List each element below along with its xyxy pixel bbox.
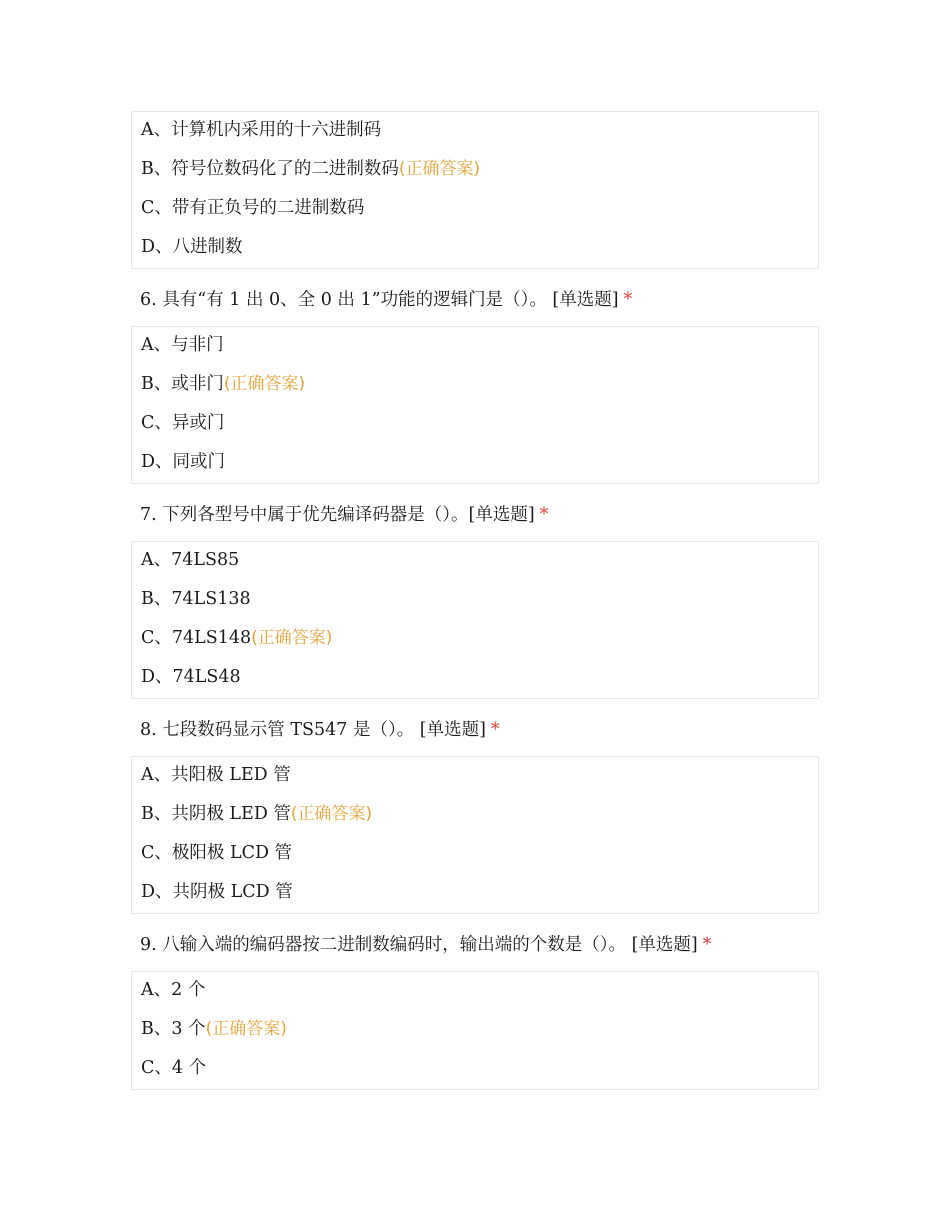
options-box — [131, 111, 819, 269]
required-mark: * — [702, 935, 712, 955]
option-d: D、八进制数 — [141, 237, 243, 257]
option-d: D、同或门 — [141, 452, 226, 472]
question-5 — [131, 111, 819, 269]
question-title: 7. 下列各型号中属于优先编译码器是（）。[单选题] * — [140, 505, 549, 525]
option-a: A、与非门 — [141, 335, 224, 355]
correct-answer-tag: (正确答案) — [290, 804, 373, 824]
options-box — [131, 326, 819, 484]
correct-answer-tag: (正确答案) — [205, 1019, 287, 1039]
option-d: D、共阴极 LCD 管 — [141, 882, 293, 902]
question-9 — [131, 914, 819, 1090]
option-c: C、4 个 — [141, 1058, 207, 1078]
option-b: B、74LS138 — [141, 589, 251, 609]
option-c: C、异或门 — [141, 413, 225, 433]
option-c: C、极阳极 LCD 管 — [141, 843, 293, 863]
survey-results-page — [131, 111, 819, 1090]
option-b: B、或非门(正确答案) — [141, 374, 306, 394]
correct-answer-tag: (正确答案) — [223, 374, 306, 394]
question-title: 9. 八输入端的编码器按二进制数编码时，输出端的个数是（）。 [单选题] * — [140, 935, 712, 955]
option-a: A、74LS85 — [141, 550, 240, 570]
option-b: B、符号位数码化了的二进制数码(正确答案) — [141, 159, 481, 179]
option-c: C、带有正负号的二进制数码 — [141, 198, 365, 218]
option-b: B、共阴极 LED 管(正确答案) — [141, 804, 373, 824]
question-8 — [131, 699, 819, 914]
option-a: A、计算机内采用的十六进制码 — [141, 120, 382, 140]
question-7 — [131, 484, 819, 699]
option-a: A、2 个 — [141, 980, 206, 1000]
question-title: 8. 七段数码显示管 TS547 是（）。 [单选题] * — [140, 720, 500, 740]
required-mark: * — [623, 290, 633, 310]
question-title: 6. 具有“有 1 出 0、全 0 出 1”功能的逻辑门是（）。 [单选题] * — [140, 290, 633, 310]
correct-answer-tag: (正确答案) — [251, 628, 333, 648]
options-box — [131, 971, 819, 1090]
required-mark: * — [490, 720, 500, 740]
options-box — [131, 541, 819, 699]
required-mark: * — [539, 505, 549, 525]
option-c: C、74LS148(正确答案) — [141, 628, 333, 648]
option-b: B、3 个(正确答案) — [141, 1019, 287, 1039]
options-box — [131, 756, 819, 914]
question-6 — [131, 269, 819, 484]
option-a: A、共阳极 LED 管 — [141, 765, 291, 785]
correct-answer-tag: (正确答案) — [398, 159, 481, 179]
option-d: D、74LS48 — [141, 667, 241, 687]
